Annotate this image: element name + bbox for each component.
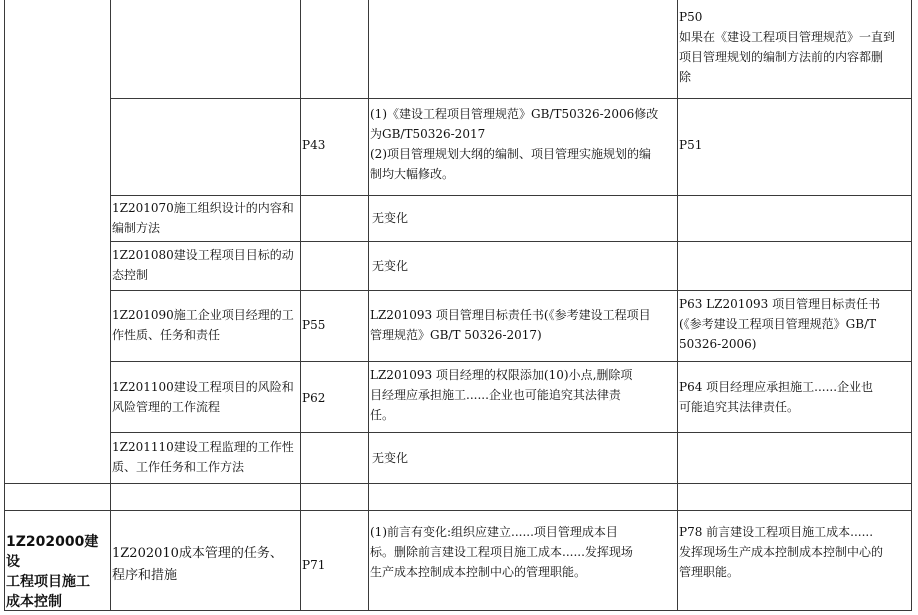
row4-section <box>112 245 300 285</box>
text-line: (1)《建设工程项目管理规范》GB/T50326-2006修改 <box>370 107 659 121</box>
text-line: 风险管理的工作流程 <box>112 400 221 414</box>
row4-change: 无变化 <box>372 259 409 273</box>
text-line: 50326-2006) <box>679 337 757 351</box>
text-line: 成本控制 <box>6 594 62 610</box>
row9-page: P71 <box>302 558 326 572</box>
row-line <box>4 510 912 511</box>
row5-col4-text <box>370 305 677 345</box>
row3-change: 无变化 <box>372 211 409 225</box>
text-line: 态控制 <box>112 268 149 282</box>
text-line: 1Z201100建设工程项目的风险和 <box>112 380 294 394</box>
col-line <box>677 0 678 611</box>
row3-section <box>112 198 300 238</box>
row2-col4-text <box>370 104 677 184</box>
text-line: 除 <box>679 70 692 84</box>
text-line: P64 项目经理应承担施工......企业也 <box>679 380 874 394</box>
text-line: 管理规范》GB/T 50326-2017) <box>370 328 542 342</box>
row6-col4-text <box>370 365 677 425</box>
col-line <box>911 0 912 611</box>
text-line: 1Z201070施工组织设计的内容和 <box>112 201 294 215</box>
text-line: (《参考建设工程项目管理规范》GB/T <box>679 317 877 331</box>
text-line: (2)项目管理规划大纲的编制、项目管理实施规划的编 <box>370 147 652 161</box>
text-line: LZ201093 项目经理的权限添加(10)小点,删除项 <box>370 368 633 382</box>
row-line <box>110 98 912 99</box>
row-line <box>110 195 912 196</box>
row9-col5-text <box>679 522 911 582</box>
row9-chapter <box>6 532 110 612</box>
text-line: 编制方法 <box>112 221 161 235</box>
col-line <box>110 0 111 611</box>
text-line: 为GB/T50326-2017 <box>370 127 486 141</box>
row6-section <box>112 377 300 417</box>
row9-section <box>112 543 300 587</box>
text-line: 制均大幅修改。 <box>370 167 455 181</box>
text-line: 项目管理规划的编制方法前的内容都删 <box>679 50 884 64</box>
row-line <box>110 361 912 362</box>
text-line: LZ201093 项目管理目标责任书(《参考建设工程项目 <box>370 308 651 322</box>
row2-page: P43 <box>302 138 326 152</box>
text-line: P78 前言建设工程项目施工成本...... <box>679 525 874 539</box>
row1-col5-text <box>679 7 911 87</box>
row-line <box>110 432 912 433</box>
row-line <box>110 241 912 242</box>
col-line <box>368 0 369 611</box>
text-line: 作性质、任务和责任 <box>112 328 221 342</box>
row5-page: P55 <box>302 318 326 332</box>
text-line: 1Z202010成本管理的任务、 <box>112 546 283 561</box>
row7-change: 无变化 <box>372 451 409 465</box>
text-line: 可能追究其法律责任。 <box>679 400 800 414</box>
col-line <box>4 0 5 611</box>
text-line: 发挥现场生产成本控制成本控制中心的 <box>679 545 884 559</box>
text-line: 任。 <box>370 408 395 422</box>
text-line: 1Z201110建设工程监理的工作性 <box>112 440 294 454</box>
row9-col4-text <box>370 522 677 582</box>
text-line: P50 <box>679 10 703 24</box>
row-line <box>110 290 912 291</box>
text-line: 质、工作任务和工作方法 <box>112 460 245 474</box>
text-line: 生产成本控制成本控制中心的管理职能。 <box>370 565 587 579</box>
col-line <box>300 0 301 611</box>
text-line: (1)前言有变化:组织应建立......项目管理成本目 <box>370 525 618 539</box>
text-line: 1Z201090施工企业项目经理的工 <box>112 308 294 322</box>
text-line: 工程项目施工 <box>6 574 90 590</box>
row-line <box>4 483 912 484</box>
text-line: 如果在《建设工程项目管理规范》一直到 <box>679 30 896 44</box>
text-line: P63 LZ201093 项目管理目标责任书 <box>679 297 881 311</box>
row6-page: P62 <box>302 391 326 405</box>
row2-col5: P51 <box>679 138 703 152</box>
text-line: 1Z201080建设工程项目目标的动 <box>112 248 294 262</box>
row5-col5-text <box>679 294 911 354</box>
row-line <box>4 610 912 611</box>
text-line: 管理职能。 <box>679 565 740 579</box>
text-line: 标。删除前言建设工程项目施工成本......发挥现场 <box>370 545 633 559</box>
row6-col5-text <box>679 377 911 417</box>
text-line: 目经理应承担施工......企业也可能追究其法律责 <box>370 388 621 402</box>
text-line: 程序和措施 <box>112 568 178 583</box>
text-line: 1Z202000建设 <box>6 534 99 570</box>
row5-section <box>112 305 300 345</box>
row7-section <box>112 437 300 477</box>
